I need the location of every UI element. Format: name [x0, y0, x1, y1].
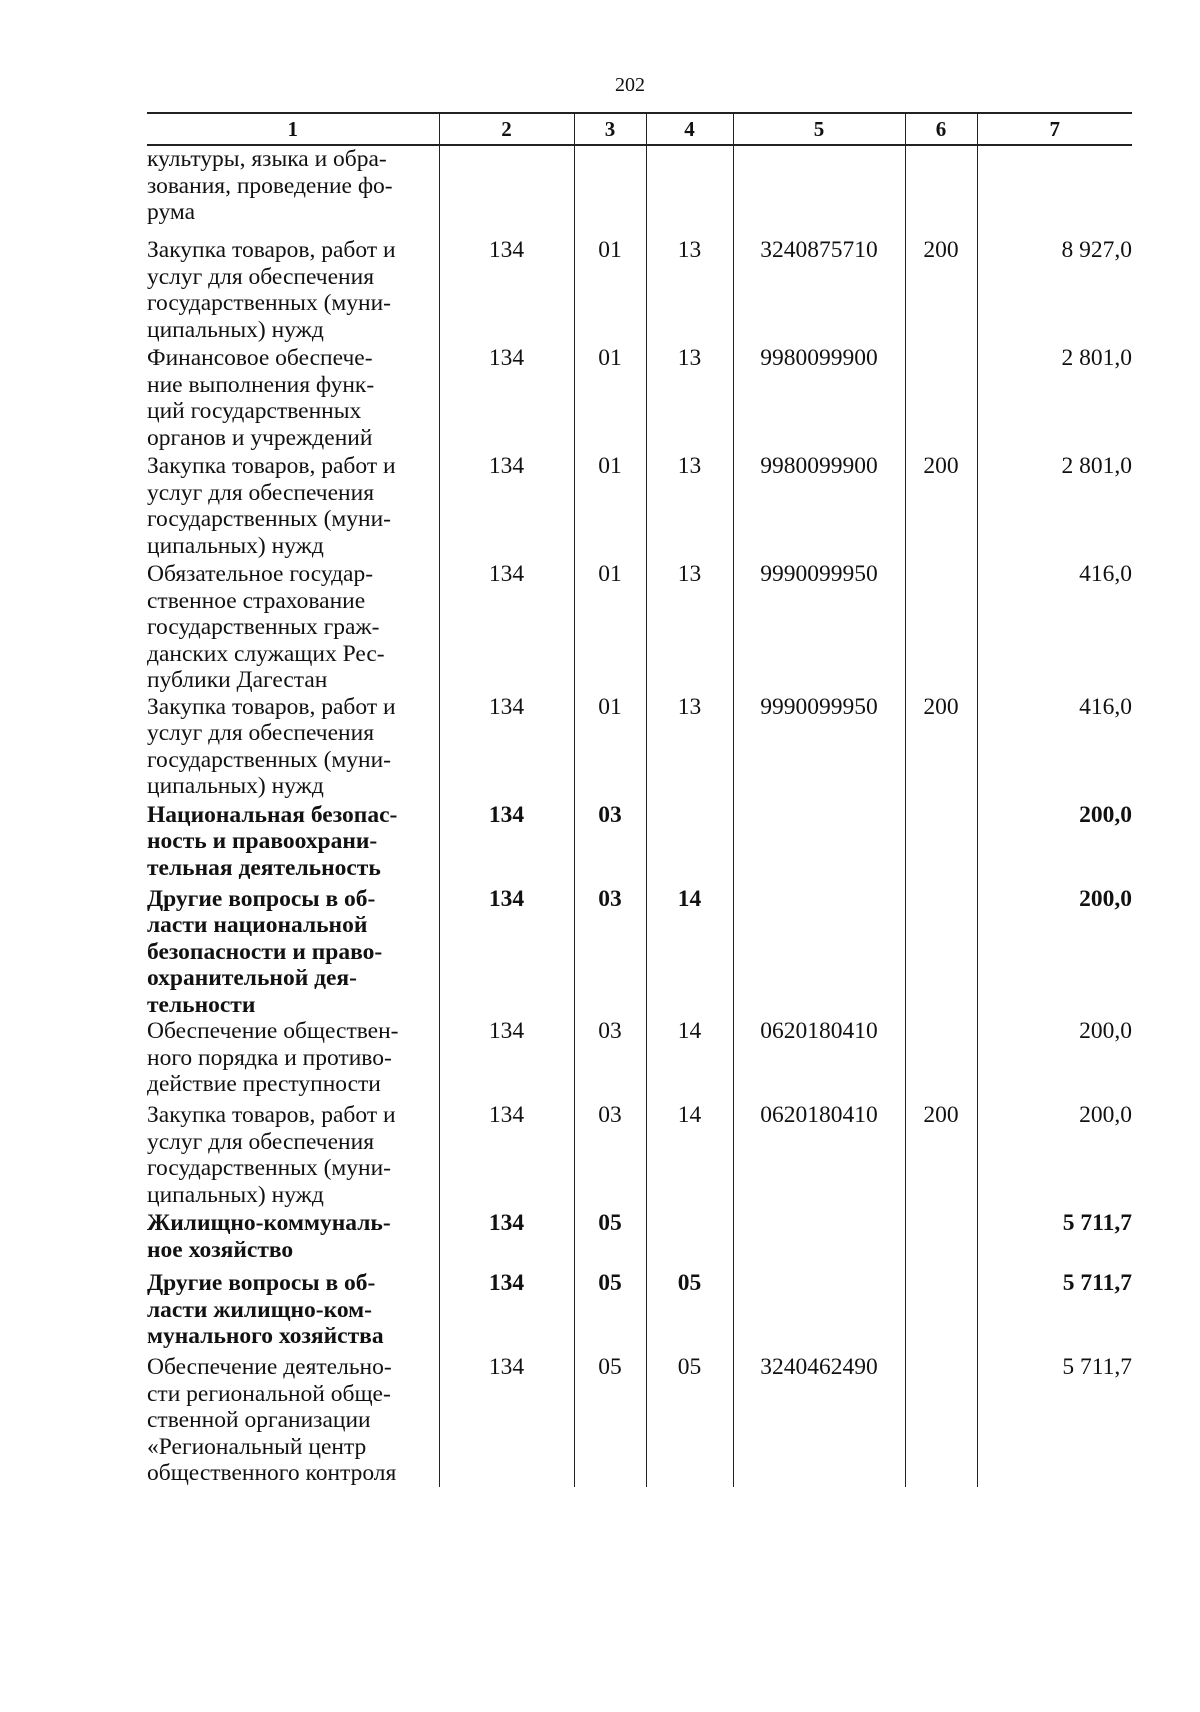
- table-row: [147, 145, 1132, 237]
- row-target-article: [733, 1210, 905, 1270]
- row-expense-type: [905, 1270, 977, 1354]
- row-amount: 5 711,7: [977, 1270, 1132, 1354]
- row-expense-type: [905, 345, 977, 453]
- row-section: 05: [574, 1354, 646, 1487]
- row-subsection: [646, 145, 733, 237]
- row-subsection: 13: [646, 561, 733, 694]
- row-expense-type: 200: [905, 694, 977, 802]
- row-name: Национальная безопас- ность и правоохрани- тельная деятельность: [147, 801, 398, 881]
- row-section: 03: [574, 1102, 646, 1210]
- row-section: 01: [574, 345, 646, 453]
- row-expense-type: [905, 886, 977, 1019]
- row-ministry-code: 134: [439, 694, 574, 802]
- row-name: Другие вопросы в об- ласти национальной безопасности и право- охранительной дея- тельности: [147, 885, 383, 1018]
- row-subsection: 13: [646, 694, 733, 802]
- row-name: Жилищно-коммуналь- ное хозяйство: [147, 1210, 391, 1263]
- row-subsection: 13: [646, 453, 733, 561]
- row-name: Финансовое обеспече- ние выполнения функ- ций государственных органов и учреждений: [147, 345, 375, 451]
- row-expense-type: [905, 802, 977, 886]
- row-target-article: 0620180410: [733, 1018, 905, 1102]
- row-name: Закупка товаров, работ и услуг для обеспечения государственных (муни- ципальных) нужд: [147, 237, 396, 343]
- row-subsection: 14: [646, 1102, 733, 1210]
- row-name: Другие вопросы в об- ласти жилищно-ком- мунального хозяйства: [147, 1270, 384, 1349]
- table-row: [147, 1018, 1132, 1102]
- row-amount: 2 801,0: [977, 453, 1132, 561]
- table-row: [147, 561, 1132, 694]
- row-expense-type: [905, 1210, 977, 1270]
- table-row: [147, 237, 1132, 345]
- table-row: [147, 1102, 1132, 1210]
- row-ministry-code: 134: [439, 561, 574, 694]
- table-row: [147, 802, 1132, 886]
- row-subsection: 14: [646, 886, 733, 1019]
- row-section: [574, 145, 646, 237]
- table-row: [147, 1210, 1132, 1270]
- row-expense-type: [905, 561, 977, 694]
- header-col-4: 4: [646, 113, 733, 145]
- row-target-article: 3240875710: [733, 237, 905, 345]
- row-amount: [977, 145, 1132, 237]
- table-row: [147, 1270, 1132, 1354]
- row-name: Обеспечение обществен- ного порядка и противо- действие преступности: [147, 1018, 399, 1097]
- row-name: Закупка товаров, работ и услуг для обеспечения государственных (муни- ципальных) нужд: [147, 693, 396, 799]
- row-ministry-code: 134: [439, 802, 574, 886]
- row-amount: 5 711,7: [977, 1210, 1132, 1270]
- row-expense-type: [905, 1018, 977, 1102]
- row-subsection: [646, 802, 733, 886]
- row-ministry-code: 134: [439, 886, 574, 1019]
- row-target-article: 9990099950: [733, 694, 905, 802]
- row-target-article: 9980099900: [733, 453, 905, 561]
- table-row: [147, 886, 1132, 1019]
- header-col-1: 1: [147, 113, 439, 145]
- header-row: [147, 113, 1132, 145]
- row-ministry-code: 134: [439, 1102, 574, 1210]
- row-name: культуры, языка и обра- зования, проведение фо- рума: [147, 146, 393, 225]
- row-amount: 200,0: [977, 1018, 1132, 1102]
- row-section: 03: [574, 1018, 646, 1102]
- row-ministry-code: 134: [439, 1018, 574, 1102]
- row-ministry-code: 134: [439, 1270, 574, 1354]
- page-number: 202: [615, 74, 645, 96]
- header-col-2: 2: [439, 113, 574, 145]
- row-ministry-code: 134: [439, 345, 574, 453]
- row-name: Закупка товаров, работ и услуг для обеспечения государственных (муни- ципальных) нужд: [147, 453, 396, 559]
- budget-table: [147, 112, 1132, 1487]
- row-expense-type: [905, 1354, 977, 1487]
- row-amount: 5 711,7: [977, 1354, 1132, 1487]
- row-subsection: 13: [646, 237, 733, 345]
- row-ministry-code: 134: [439, 237, 574, 345]
- row-section: 03: [574, 886, 646, 1019]
- row-section: 01: [574, 237, 646, 345]
- row-subsection: 05: [646, 1270, 733, 1354]
- row-expense-type: 200: [905, 1102, 977, 1210]
- table-row: [147, 453, 1132, 561]
- row-amount: 200,0: [977, 1102, 1132, 1210]
- row-target-article: [733, 886, 905, 1019]
- row-ministry-code: 134: [439, 453, 574, 561]
- row-section: 01: [574, 453, 646, 561]
- row-expense-type: 200: [905, 237, 977, 345]
- header-col-6: 6: [905, 113, 977, 145]
- row-section: 01: [574, 694, 646, 802]
- row-section: 01: [574, 561, 646, 694]
- table-row: [147, 1354, 1132, 1487]
- row-amount: 416,0: [977, 561, 1132, 694]
- header-col-3: 3: [574, 113, 646, 145]
- row-target-article: [733, 1270, 905, 1354]
- table-row: [147, 694, 1132, 802]
- row-target-article: [733, 802, 905, 886]
- row-expense-type: 200: [905, 453, 977, 561]
- row-name: Обеспечение деятельно- сти региональной обще- ственной организации «Региональный центр общественного контроля: [147, 1354, 397, 1486]
- row-section: 05: [574, 1210, 646, 1270]
- row-amount: 416,0: [977, 694, 1132, 802]
- row-expense-type: [905, 145, 977, 237]
- row-subsection: 13: [646, 345, 733, 453]
- header-col-7: 7: [977, 113, 1132, 145]
- row-section: 05: [574, 1270, 646, 1354]
- row-ministry-code: 134: [439, 1354, 574, 1487]
- row-target-article: 9980099900: [733, 345, 905, 453]
- row-amount: 200,0: [977, 802, 1132, 886]
- row-ministry-code: [439, 145, 574, 237]
- row-target-article: 0620180410: [733, 1102, 905, 1210]
- row-amount: 200,0: [977, 886, 1132, 1019]
- row-ministry-code: 134: [439, 1210, 574, 1270]
- row-target-article: 3240462490: [733, 1354, 905, 1487]
- row-section: 03: [574, 802, 646, 886]
- row-subsection: 05: [646, 1354, 733, 1487]
- row-name: Обязательное государ- ственное страхование государственных граж- данских служащих Рес- публики Дагестан: [147, 561, 385, 693]
- row-subsection: 14: [646, 1018, 733, 1102]
- row-target-article: [733, 145, 905, 237]
- row-target-article: 9990099950: [733, 561, 905, 694]
- row-amount: 8 927,0: [977, 237, 1132, 345]
- row-amount: 2 801,0: [977, 345, 1132, 453]
- row-name: Закупка товаров, работ и услуг для обеспечения государственных (муни- ципальных) нужд: [147, 1102, 396, 1208]
- table-row: [147, 345, 1132, 453]
- header-col-5: 5: [733, 113, 905, 145]
- row-subsection: [646, 1210, 733, 1270]
